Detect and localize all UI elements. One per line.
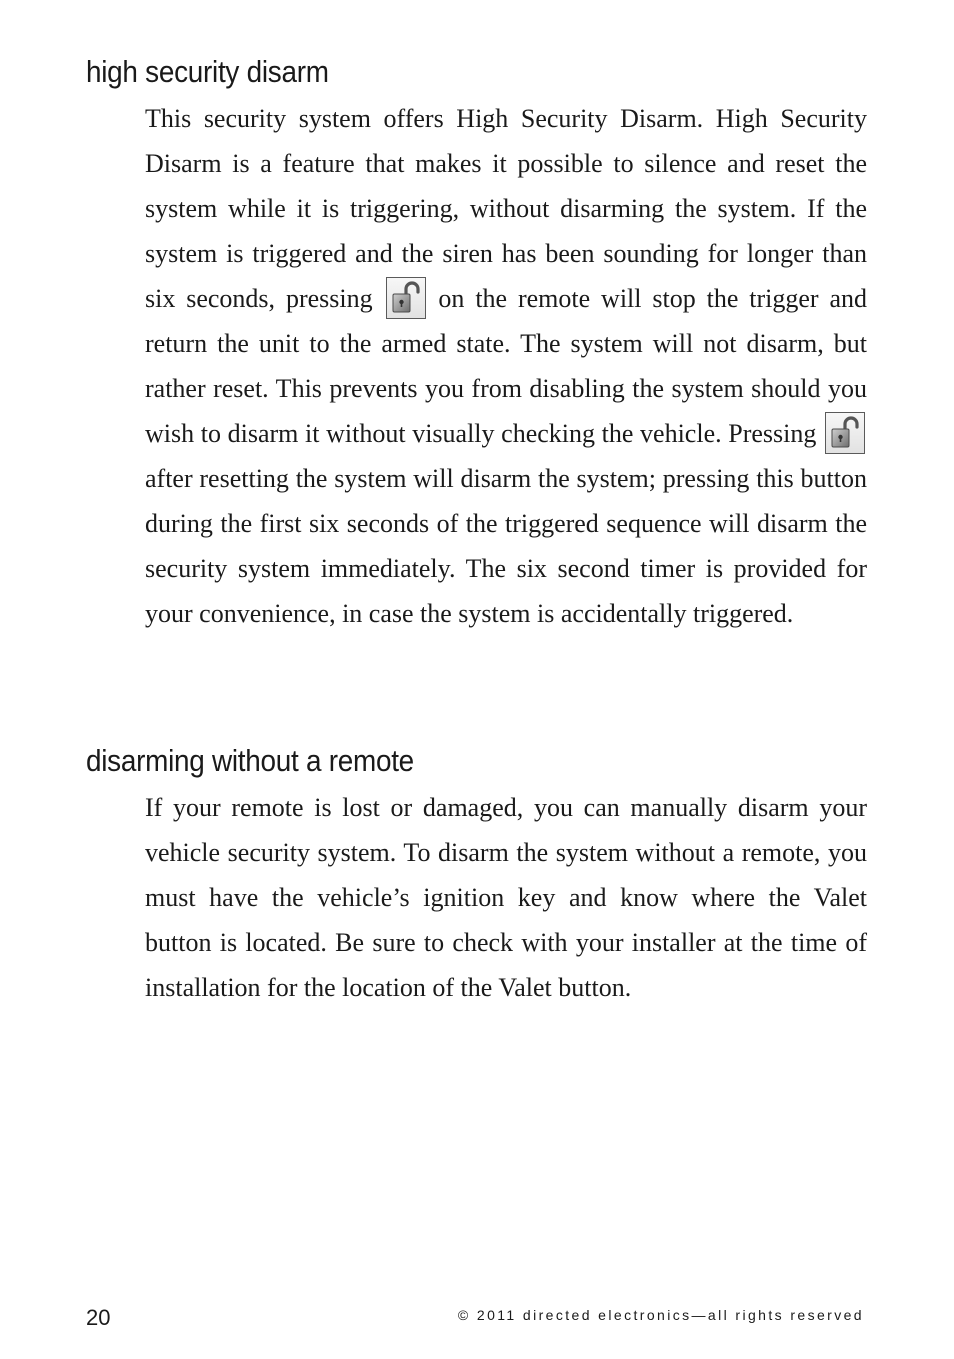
disarming-without-remote-paragraph: If your remote is lost or damaged, you can manually disarm your vehicle security system. To disarm the system without a remote, you must have the vehicle’s ignition key and know where the Valet button is located. Be sure to check with your installer at the time of installation for the location of the Valet button. bbox=[145, 793, 867, 1002]
section-heading-disarming-without-remote: disarming without a remote bbox=[86, 743, 414, 778]
paragraph-text: This security system offers High Security Disarm. High Security Disarm is a feature that makes it possible to silence and reset the system while it is triggering, without disarming the system. If the system is triggered and the siren has been sounding for longer than six seconds, pressing bbox=[145, 104, 867, 313]
unlock-icon bbox=[825, 412, 865, 454]
page-number: 20 bbox=[86, 1305, 111, 1330]
unlock-icon bbox=[386, 277, 426, 319]
copyright-notice: © 2011 directed electronics—all rights reserved bbox=[457, 1307, 864, 1323]
paragraph-text: after resetting the system will disarm the system; pressing this button during the first six seconds of the triggered sequence will disarm the security system immediately. The six second timer is provided for your convenience, in case the system is accidentally triggered. bbox=[145, 464, 867, 628]
section-heading-high-security-disarm: high security disarm bbox=[86, 54, 329, 89]
paragraph-text: on the remote will stop the trigger and return the unit to the armed state. The system will not disarm, but rather reset. This prevents you from disabling the system should you wish to disarm it without visually checking the vehicle. Pressing bbox=[145, 284, 868, 448]
high-security-disarm-paragraph bbox=[145, 96, 867, 636]
